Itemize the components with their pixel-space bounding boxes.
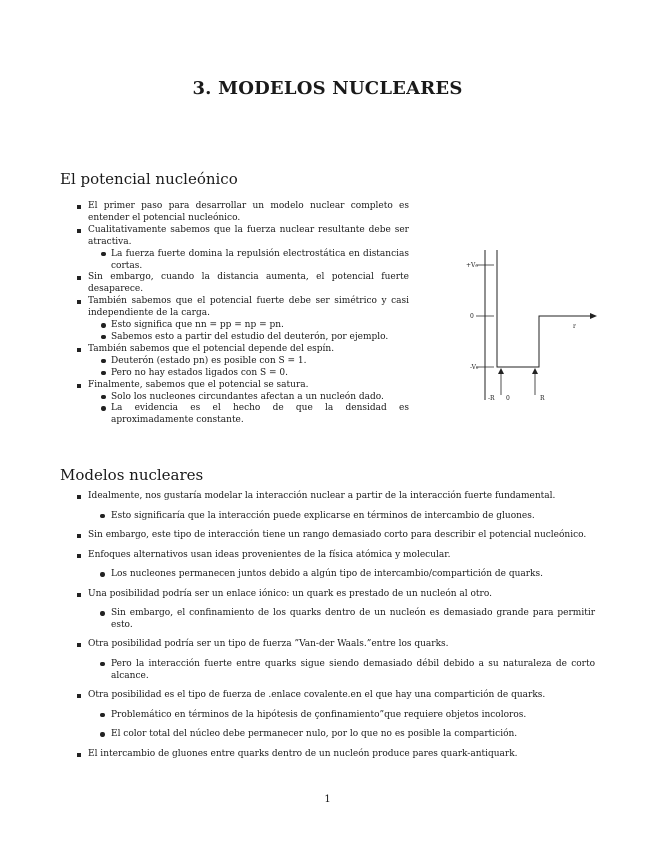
left-arrowhead [498, 368, 504, 374]
list-item: La evidencia es el hecho de que la densidad es aproximadamente constante. [77, 403, 409, 427]
list-item: Pero la interacción fuerte entre quarks sigue siendo demasiado débil debido a su naturaleza de corto alcance. [77, 659, 595, 683]
potential-well-figure [440, 250, 600, 410]
list-item: La fuerza fuerte domina la repulsión electrostática en distancias cortas. [77, 249, 409, 273]
list-item: Enfoques alternativos usan ideas provenientes de la física atómica y molecular. [77, 550, 595, 562]
label-x-mid: 0 [506, 395, 510, 402]
section-heading-potential: El potencial nucleónico [60, 170, 238, 188]
list-item: Una posibilidad podría ser un enlace iónico: un quark es prestado de un nucleón al otro. [77, 589, 595, 601]
list-item: Otra posibilidad es el tipo de fuerza de .enlace covalente.en el que hay una compartición de quarks. [77, 690, 595, 702]
label-x-right: R [540, 395, 545, 402]
list-item: Solo los nucleones circundantes afectan a un nucleón dado. [77, 392, 409, 404]
list-item: Cualitativamente sabemos que la fuerza nuclear resultante debe ser atractiva. [77, 225, 409, 249]
list-item: Los nucleones permanecen juntos debido a algún tipo de intercambio/compartición de quarks. [77, 569, 595, 581]
list-item: También sabemos que el potencial fuerte debe ser simétrico y casi independiente de la carga. [77, 296, 409, 320]
list-item: Esto significaría que la interacción puede explicarse en términos de intercambio de gluones. [77, 511, 595, 523]
r-axis-arrow [590, 313, 597, 319]
right-arrowhead [532, 368, 538, 374]
list-item: Sin embargo, este tipo de interacción tiene un rango demasiado corto para describir el potencial nucleónico. [77, 530, 595, 542]
well-curve [497, 250, 590, 367]
label-minus-v0: -V₀ [470, 364, 479, 371]
list-item: Finalmente, sabemos que el potencial se satura. [77, 380, 409, 392]
list-item: El intercambio de gluones entre quarks dentro de un nucleón produce pares quark-antiquark. [77, 749, 595, 761]
list-item: Esto significa que nn = pp = np = pn. [77, 320, 409, 332]
list-item: Sin embargo, el confinamiento de los quarks dentro de un nucleón es demasiado grande para permitir esto. [77, 608, 595, 632]
list-item: Sabemos esto a partir del estudio del deuterón, por ejemplo. [77, 332, 409, 344]
label-zero: 0 [470, 313, 474, 320]
potential-well-diagram [440, 250, 600, 410]
list-item: Problemático en términos de la hipótesis de çonfinamiento”que requiere objetos incoloros. [77, 710, 595, 722]
list-item: Idealmente, nos gustaría modelar la interacción nuclear a partir de la interacción fuerte fundamental. [77, 491, 595, 503]
label-plus-v0: +V₀ [466, 262, 478, 269]
page-number: 1 [324, 794, 331, 805]
section-heading-models: Modelos nucleares [60, 466, 204, 484]
list-item: Pero no hay estados ligados con S = 0. [77, 368, 409, 380]
list-item: El primer paso para desarrollar un modelo nuclear completo es entender el potencial nucleónico. [77, 201, 409, 225]
label-x-left: -R [488, 395, 495, 402]
label-r: r [573, 323, 576, 330]
page-title: 3. MODELOS NUCLEARES [192, 78, 463, 99]
bullet-list-models [77, 491, 595, 768]
list-item: El color total del núcleo debe permanecer nulo, por lo que no es posible la compartición. [77, 729, 595, 741]
bullet-list-potential [77, 201, 409, 427]
list-item: Otra posibilidad podría ser un tipo de fuerza ”Van-der Waals.”entre los quarks. [77, 639, 595, 651]
list-item: Deuterón (estado pn) es posible con S = 1. [77, 356, 409, 368]
list-item: Sin embargo, cuando la distancia aumenta, el potencial fuerte desaparece. [77, 272, 409, 296]
list-item: También sabemos que el potencial depende del espín. [77, 344, 409, 356]
